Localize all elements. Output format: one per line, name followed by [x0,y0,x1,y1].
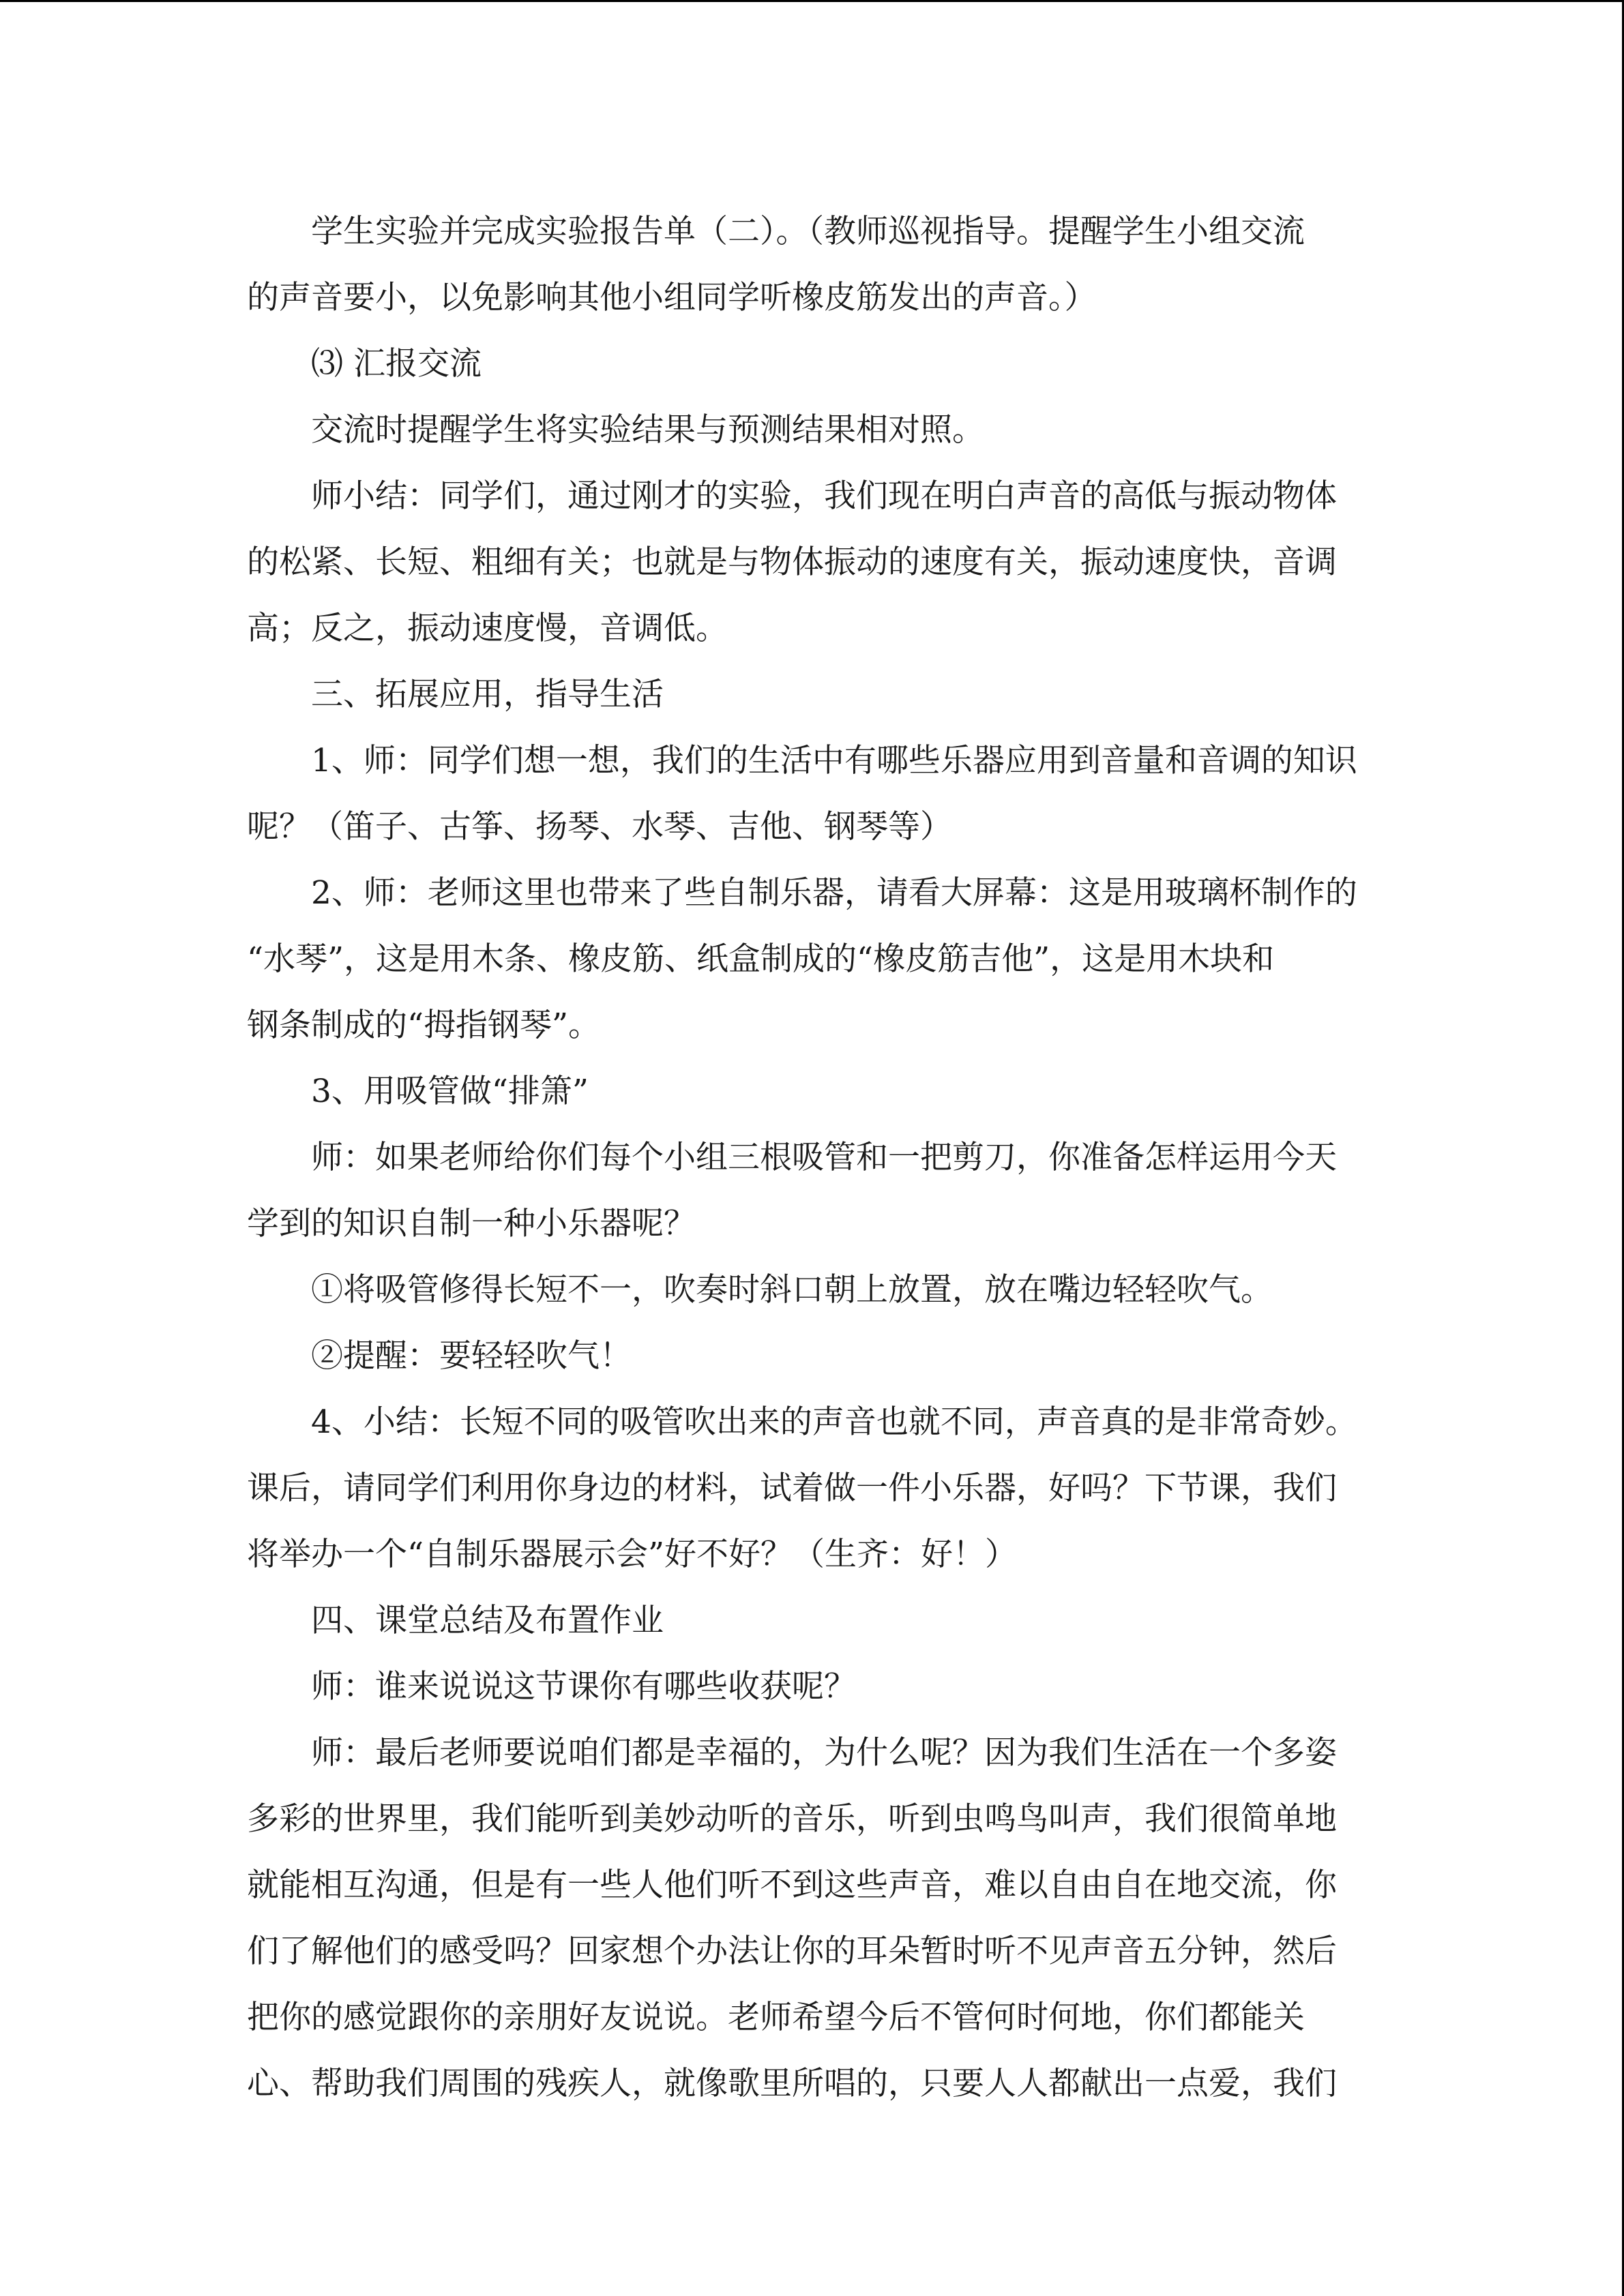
text-line: 多彩的世界里，我们能听到美妙动听的音乐，听到虫鸣鸟叫声，我们很简单地 [247,1800,1337,1838]
text-line: 高；反之，振动速度慢，音调低。 [247,610,728,647]
text-line: 的声音要小，以免影响其他小组同学听橡皮筋发出的声音。） [247,279,1097,316]
text-line: ①将吸管修得长短不一，吹奏时斜口朝上放置，放在嘴边轻轻吹气。 [311,1271,1273,1309]
text-line: 师小结：同学们，通过刚才的实验，我们现在明白声音的高低与振动物体 [311,477,1337,515]
text-line: 3、用吸管做“排箫” [311,1073,589,1110]
text-line: 师：最后老师要说咱们都是幸福的，为什么呢？因为我们生活在一个多姿 [311,1734,1337,1772]
text-line: 2、师：老师这里也带来了些自制乐器，请看大屏幕：这是用玻璃杯制作的 [311,874,1357,912]
text-line: 4、小结：长短不同的吸管吹出来的声音也就不同，声音真的是非常奇妙。 [311,1403,1357,1441]
section-heading: 三、拓展应用，指导生活 [311,676,664,713]
text-line: 师：谁来说说这节课你有哪些收获呢？ [311,1668,856,1705]
text-line: 的松紧、长短、粗细有关；也就是与物体振动的速度有关，振动速度快，音调 [247,543,1337,581]
text-line: 把你的感觉跟你的亲朋好友说说。老师希望今后不管何时何地，你们都能关 [247,1999,1305,2036]
text-line: 就能相互沟通，但是有一些人他们听不到这些声音，难以自由自在地交流，你 [247,1866,1337,1904]
section-heading: 四、课堂总结及布置作业 [311,1602,664,1639]
text-line: 心、帮助我们周围的残疾人，就像歌里所唱的，只要人人都献出一点爱，我们 [247,2065,1337,2102]
text-line: 课后，请同学们利用你身边的材料，试着做一件小乐器，好吗？下节课，我们 [247,1470,1337,1507]
text-line: 将举办一个“自制乐器展示会”好不好？（生齐：好！） [247,1536,1018,1573]
text-line: 交流时提醒学生将实验结果与预测结果相对照。 [311,411,984,449]
text-line: “水琴”，这是用木条、橡皮筋、纸盒制成的“橡皮筋吉他”，这是用木块和 [247,940,1275,978]
text-line: 学生实验并完成实验报告单（二）。（教师巡视指导。提醒学生小组交流 [311,213,1305,250]
text-line: 师：如果老师给你们每个小组三根吸管和一把剪刀，你准备怎样运用今天 [311,1139,1337,1176]
section-heading: ⑶ 汇报交流 [311,345,482,383]
text-line: 学到的知识自制一种小乐器呢？ [247,1205,696,1242]
text-line: 们了解他们的感受吗？回家想个办法让你的耳朵暂时听不见声音五分钟，然后 [247,1933,1337,1970]
text-line: 钢条制成的“拇指钢琴”。 [247,1007,601,1044]
text-line: ②提醒：要轻轻吹气！ [311,1337,632,1375]
document-body [247,198,1379,2117]
text-line: 呢？（笛子、古筝、扬琴、水琴、吉他、钢琴等） [247,808,952,846]
text-line: 1、师：同学们想一想，我们的生活中有哪些乐器应用到音量和音调的知识 [311,742,1357,779]
